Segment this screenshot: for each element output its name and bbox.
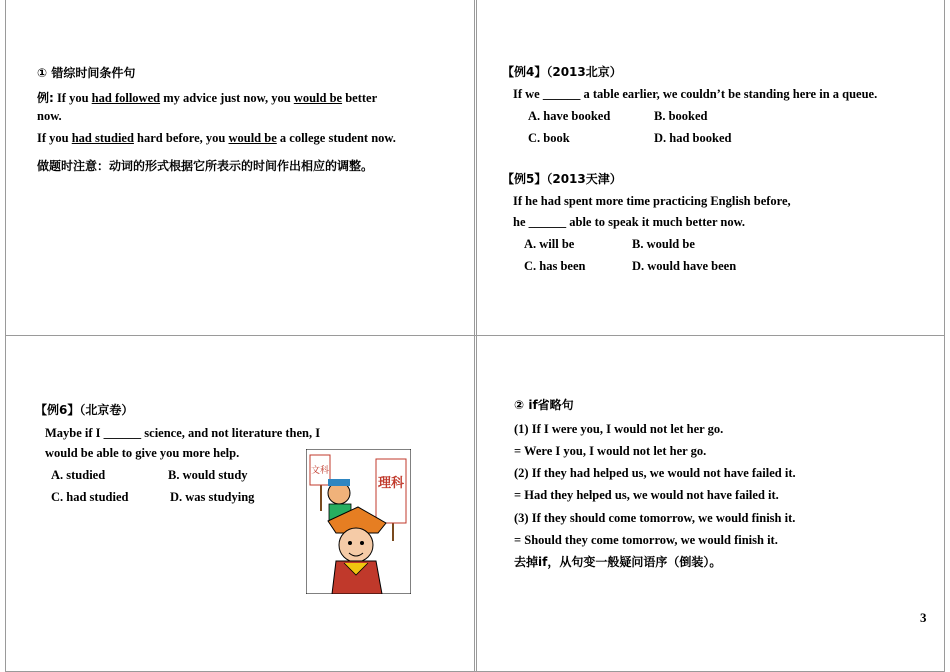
- example-text: better: [342, 91, 378, 105]
- example-5-option-d: D. would have been: [632, 259, 737, 273]
- example-text: a college student now.: [276, 131, 396, 145]
- note-text: 做题时注意：动词的形式根据它所表示的时间作出相应的调整。: [37, 159, 374, 173]
- if-omission-line-5: (3) If they should come tomorrow, we would finish it.: [514, 511, 796, 525]
- if-omission-line-6: = Should they come tomorrow, we would finish it.: [514, 533, 778, 547]
- example-5-option-b: B. would be: [632, 237, 695, 251]
- example-text: If you: [53, 91, 92, 105]
- cartoon-illustration: [306, 449, 411, 594]
- example-5-option-a: A. will be: [524, 237, 575, 251]
- example-4-option-a: A. have booked: [528, 109, 611, 123]
- example-6-stem-line-2: would be able to give you more help.: [45, 446, 240, 460]
- example-6-stem-line-1: Maybe if I ______ science, and not literature then, I: [45, 426, 321, 440]
- example-5-stem-line-2: he ______ able to speak it much better now.: [513, 215, 746, 229]
- slide-panel-bottom-right: [474, 335, 945, 672]
- example-6-option-d: D. was studying: [170, 490, 255, 504]
- figure-small-hat: [328, 479, 350, 486]
- if-omission-line-1: (1) If I were you, I would not let her go.: [514, 422, 724, 436]
- example-line-2: [37, 130, 396, 146]
- figure-large-head: [339, 528, 373, 562]
- example-4-stem: If we ______ a table earlier, we couldn’t be standing here in a queue.: [513, 87, 878, 101]
- example-label: 例:: [37, 91, 54, 105]
- example-line-continued: now.: [37, 109, 62, 123]
- section-title: ① 错综时间条件句: [37, 66, 136, 80]
- example-4-title: 【例4】（2013北京）: [502, 65, 622, 79]
- underlined-phrase: had followed: [91, 91, 161, 105]
- example-text: hard before, you: [133, 131, 229, 145]
- if-omission-note: 去掉if，从句变一般疑问语序（倒装）。: [514, 555, 722, 569]
- example-line: [37, 90, 377, 106]
- section-title-2: ② if省略句: [514, 398, 574, 412]
- example-5-stem-line-1: If he had spent more time practicing English before,: [513, 194, 791, 208]
- example-4-option-c: C. book: [528, 131, 570, 145]
- figure-large-eye: [360, 541, 364, 545]
- example-6-option-a: A. studied: [51, 468, 106, 482]
- page-number: 3: [920, 610, 927, 625]
- sign-right-text-1: 理科: [377, 476, 405, 491]
- sign-left-text: 文科: [310, 466, 330, 476]
- figure-large-eye: [348, 541, 352, 545]
- underlined-phrase: had studied: [71, 131, 134, 145]
- example-5-title: 【例5】（2013天津）: [502, 172, 622, 186]
- example-text: If you: [37, 131, 72, 145]
- sign-right: [376, 459, 406, 523]
- example-5-option-c: C. has been: [524, 259, 586, 273]
- example-6-option-c: C. had studied: [51, 490, 129, 504]
- if-omission-line-3: (2) If they had helped us, we would not have failed it.: [514, 466, 796, 480]
- slide-panel-top-right: [474, 0, 945, 336]
- if-omission-line-4: = Had they helped us, we would not have failed it.: [514, 488, 779, 502]
- if-omission-line-2: = Were I you, I would not let her go.: [514, 444, 707, 458]
- example-4-option-b: B. booked: [654, 109, 708, 123]
- example-4-option-d: D. had booked: [654, 131, 732, 145]
- example-text: my advice just now, you: [160, 91, 294, 105]
- example-6-option-b: B. would study: [168, 468, 248, 482]
- example-6-title: 【例6】（北京卷）: [35, 403, 134, 417]
- underlined-phrase: would be: [228, 131, 277, 145]
- underlined-phrase: would be: [293, 91, 343, 105]
